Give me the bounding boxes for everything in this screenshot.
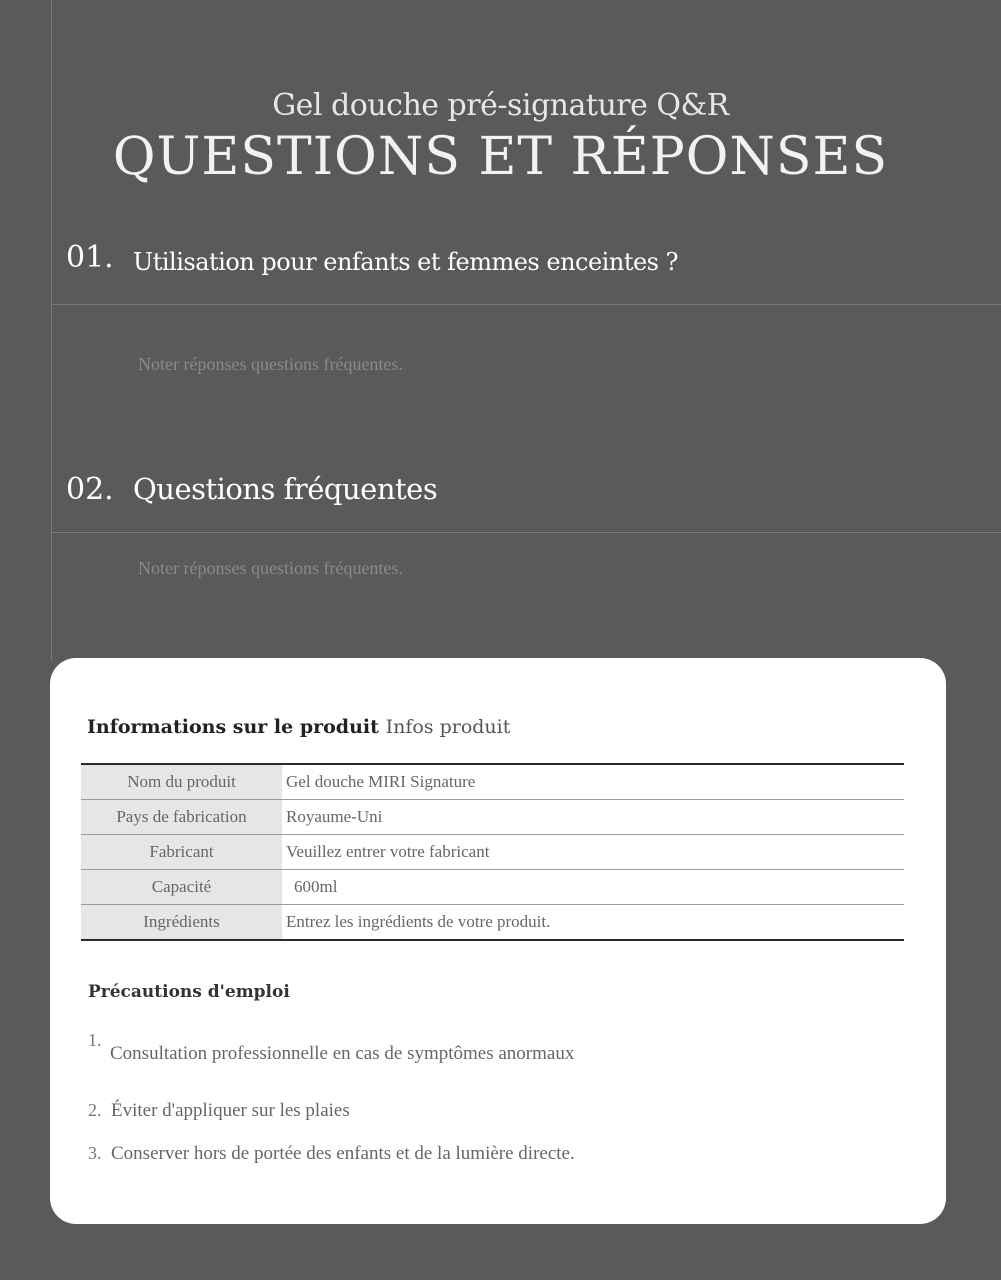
question-2-divider — [51, 532, 1001, 533]
question-2-answer: Noter réponses questions fréquentes. — [138, 558, 403, 578]
page-subtitle: Gel douche pré-signature Q&R — [272, 88, 729, 123]
precaution-3-text: Conserver hors de portée des enfants et de la lumière directe. — [111, 1143, 575, 1164]
row-label-country: Pays de fabrication — [81, 800, 282, 835]
precautions-heading: Précautions d'emploi — [88, 982, 290, 1002]
precaution-1-number: 1. — [88, 1030, 102, 1050]
table-row — [81, 905, 904, 941]
precaution-3-number: 3. — [88, 1143, 102, 1163]
row-value-capacity: 600ml — [282, 870, 904, 905]
row-label-capacity: Capacité — [81, 870, 282, 905]
product-info-title: Informations sur le produit — [87, 716, 379, 738]
question-1-text: Utilisation pour enfants et femmes enceintes ? — [133, 248, 678, 276]
precaution-1-text: Consultation professionnelle en cas de symptômes anormaux — [110, 1043, 575, 1064]
product-info-subtitle: Infos produit — [385, 716, 511, 738]
precaution-2-text: Éviter d'appliquer sur les plaies — [111, 1100, 350, 1121]
product-info-heading — [87, 712, 510, 741]
row-value-product-name: Gel douche MIRI Signature — [282, 764, 904, 800]
precaution-2-number: 2. — [88, 1100, 102, 1120]
question-1-divider — [51, 304, 1001, 305]
table-row — [81, 835, 904, 870]
question-1-answer: Noter réponses questions fréquentes. — [138, 354, 403, 374]
product-info-card — [50, 658, 946, 1224]
row-label-ingredients: Ingrédients — [81, 905, 282, 941]
table-row — [81, 764, 904, 800]
product-info-table — [81, 763, 904, 941]
question-2-text: Questions fréquentes — [133, 472, 438, 506]
page-title: QUESTIONS ET RÉPONSES — [112, 127, 889, 187]
question-2-number: 02. — [66, 472, 114, 507]
table-row — [81, 870, 904, 905]
row-label-manufacturer: Fabricant — [81, 835, 282, 870]
question-1-number: 01. — [66, 240, 114, 275]
row-value-ingredients: Entrez les ingrédients de votre produit. — [286, 912, 551, 931]
table-row — [81, 800, 904, 835]
row-value-manufacturer: Veuillez entrer votre fabricant — [282, 835, 904, 870]
row-value-country: Royaume-Uni — [282, 800, 904, 835]
row-label-product-name: Nom du produit — [81, 764, 282, 800]
